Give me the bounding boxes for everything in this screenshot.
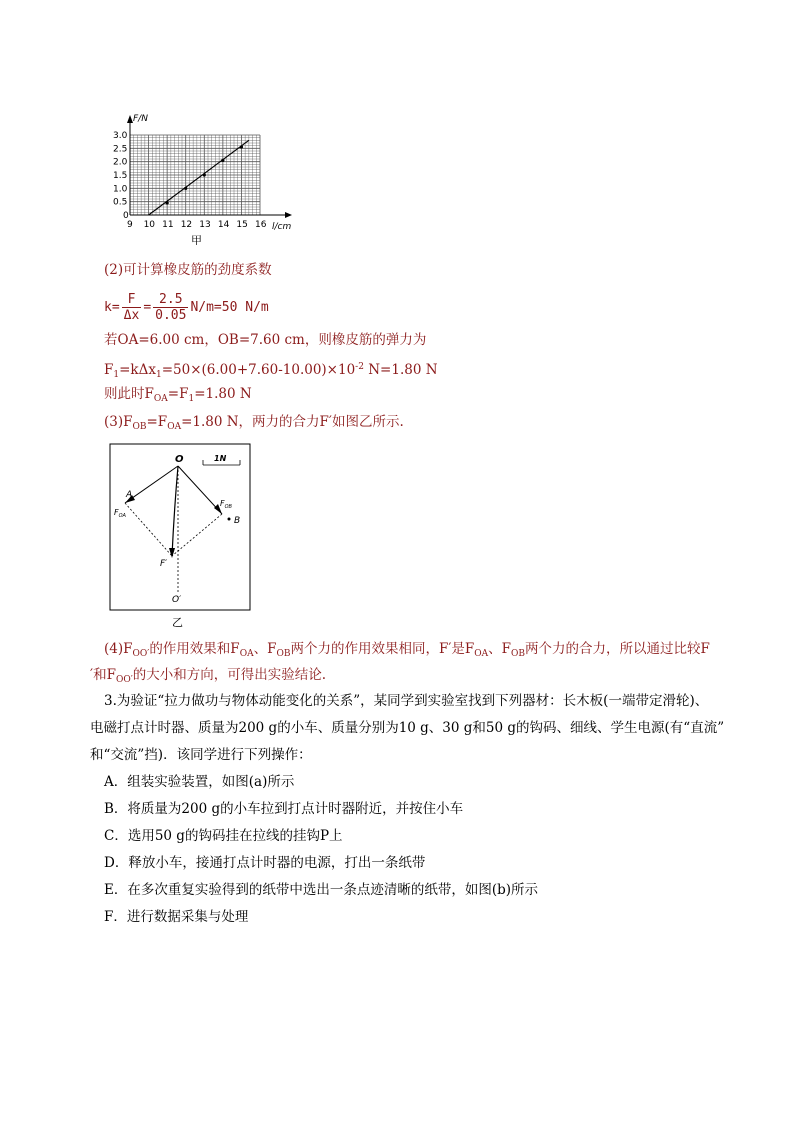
x-tick-label: 15 [236,220,248,230]
data-point [240,145,243,148]
graph-jia [100,110,320,245]
p3-c: =F [146,414,168,430]
part2-title: (2)可计算橡皮筋的劲度系数 [104,262,272,278]
label-foa: $F_{OA}$ [114,508,126,519]
x-tick-label: 16 [255,220,267,230]
f1-sub-2: 1 [155,370,162,380]
x-axis-label: l/cm [272,222,292,232]
foa-e: =1.80 N [194,386,252,402]
y-axis-label: F/N [133,114,148,124]
dashed-b-fprime [172,514,222,556]
part4-line1 [104,640,710,663]
x-tick-label: 9 [127,220,133,230]
q3-line2: 电磁打点计时器、质量为200 g的小车、质量分别为10 g、30 g和50 g的钩码、细线、学生电源(有“直流” [90,720,725,736]
p4-g: 两个力的作用效果相同，F′是F [290,641,475,657]
p4-sub-ob-2: OB [511,649,526,659]
frac2-num: 2.5 [153,292,188,308]
x-tick-label: 13 [199,220,211,230]
x-tick-label: 11 [162,220,174,230]
scale-label: 1N [214,454,227,463]
y-tick-label: 0 [123,211,129,221]
frac1-den: Δx [123,308,140,323]
formula-eq: = [143,300,152,315]
point-b [228,518,231,521]
graph-caption: 甲 [191,234,202,245]
y-tick-label: 1.0 [113,184,128,195]
formula-k-rhs: N/m=50 N/m [190,300,269,315]
fraction-f-dx [122,292,142,323]
data-point [184,187,187,190]
y-tick-label: 2.0 [113,157,128,168]
data-point [203,173,206,176]
p3-sub-oa: OA [167,422,182,432]
fraction-values [153,292,188,323]
p3-e: =1.80 N，两力的合力F′如图乙所示. [181,414,404,430]
q3-line1: 3.为验证“拉力做功与物体动能变化的关系”，某同学到实验室找到下列器材：长木板(一端带定滑轮)、 [104,693,709,709]
option-f: F．进行数据采集与处理 [104,909,249,925]
foa-sub: OA [153,394,168,404]
y-tick-label: 3.0 [113,131,128,141]
data-point [221,159,224,162]
label-b: B [234,516,241,526]
y-tick-label: 2.5 [113,144,128,155]
x-tick-label: 12 [180,220,193,230]
p4-sub-oo: OO′ [132,649,150,659]
y-tick-label: 0.5 [113,197,128,208]
p4-line2-c: 的大小和方向，可得出实验结论. [132,667,327,683]
option-b: B．将质量为200 g的小车拉到打点计时器附近，并按住小车 [104,801,464,817]
formula-k-lhs: k= [104,300,120,315]
f1-a: F [104,362,114,378]
p4-sub-oa: OA [239,649,254,659]
data-point [166,201,169,204]
x-axis-arrow [285,212,292,218]
label-fprime: F′ [160,559,168,569]
foa-c: =F [167,386,189,402]
option-a: A．组装实验装置，如图(a)所示 [104,774,295,790]
line-oa-ob: 若OA=6.00 cm，OB=7.60 cm，则橡皮筋的弹力为 [104,332,427,348]
dashed-a-fprime [125,503,172,556]
p4-sub-oa-2: OA [474,649,489,659]
p4-e: 、F [253,641,277,657]
line-foa [104,385,252,408]
f1-exp: -2 [355,362,364,372]
formula-k [104,292,269,323]
p4-sub-ob: OB [276,649,291,659]
label-o: O [175,454,184,465]
p3-a: (3)F [104,414,133,430]
y-tick-label: 1.5 [113,171,128,181]
f1-c: =50×(6.00+7.60-10.00)×10 [161,362,356,378]
p4-i: 、F [488,641,512,657]
part4-line2 [90,666,326,689]
option-e: E．在多次重复实验得到的纸带中选出一条点迹清晰的纸带，如图(b)所示 [104,882,539,898]
foa-sub-1: 1 [188,394,195,404]
diagram-caption: 乙 [172,616,183,629]
f1-b: =kΔx [119,362,156,378]
label-fob: $F_{OB}$ [220,499,232,510]
label-oprime: O′ [172,595,182,605]
option-c: C．选用50 g的钩码挂在拉线的挂钩P上 [104,828,343,844]
q3-line3: 和“交流”挡)．该同学进行下列操作： [90,747,312,763]
x-tick-label: 14 [217,220,230,230]
p4-a: (4)F [104,641,133,657]
x-tick-label: 10 [143,220,156,230]
resultant-fprime [172,466,178,556]
p3-sub-ob: OB [132,422,147,432]
part3-line [104,413,404,436]
p4-line2-a: ′和F [90,667,116,683]
label-a: A [126,490,133,500]
f1-e: N=1.80 N [363,362,438,378]
foa-a: 则此时F [104,386,154,402]
p4-c: 的作用效果和F [149,641,240,657]
frac1-num: F [122,292,142,308]
f1-sub-1: 1 [113,370,120,380]
line-f1 [104,358,438,384]
diagram-yi [108,442,258,632]
p4-line2-sub: OO′ [115,675,133,685]
frac2-den: 0.05 [155,308,187,323]
p4-k: 两个力的合力，所以通过比较F [525,641,710,657]
resultant-arrow [169,548,175,558]
option-d: D．释放小车，接通打点计时器的电源，打出一条纸带 [104,855,426,871]
